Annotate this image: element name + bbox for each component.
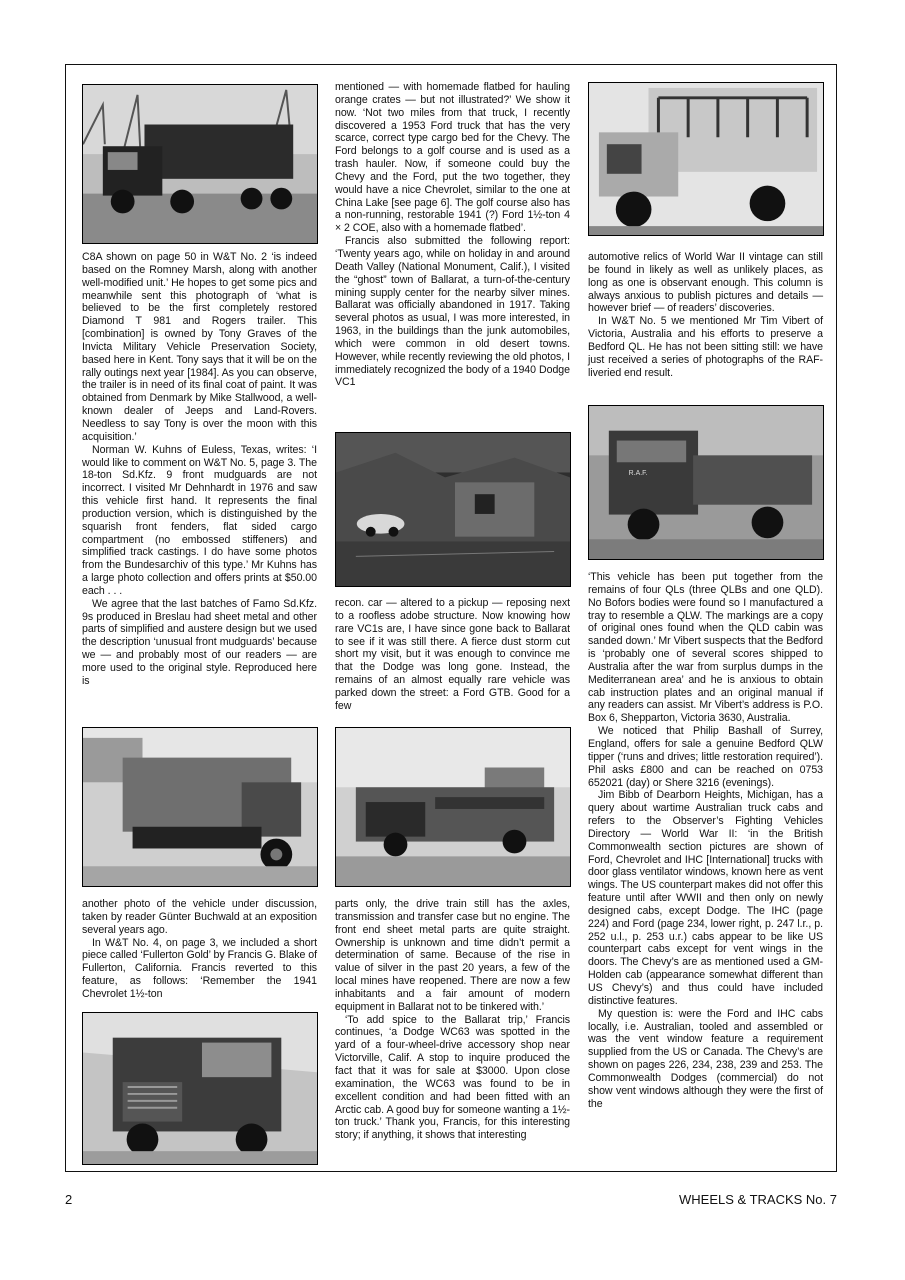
col1-para-4: another photo of the vehicle under discussion, taken by reader Günter Buchwald at an exposition several years ago. xyxy=(82,898,317,936)
col1-para-5: In W&T No. 4, on page 3, we included a short piece called ‘Fullerton Gold’ by Francis G. Blake of Fullerton, California. Francis reverted to this feature, as follows: ‘Remember the 1941 Chevrolet 1½-ton xyxy=(82,936,317,1000)
col3-para-5: Jim Bibb of Dearborn Heights, Michigan, has a query about wartime Australian truck cabs and refers to the Observer’s Fighting Vehicles Directory — World War II: ‘in the British Commonwealth section pictures are shown of Ford, Chevrolet and IHC [International] trucks with door glass ventilator windows, known here as vent wings. The US counterpart makes did not offer this feature until after WWII and then only on newly designed cabs, except Dodge. The IHC (page 224) and Ford (page 234, lower right, p. 247 l.r., p. 252 u.l., p. 253 u.r.) cabs appear to be like US counterpart cabs except for vent wings in the doors. The Chevy’s are as mentioned used a GM-Holden cab (appearance somewhat different than US Chevy’s) and thus could have included distinctive features. xyxy=(588,789,824,1007)
col2-para-3: recon. car — altered to a pickup — reposing next to a roofless adobe structure. Now knowing how rare VC1s are, I have since gone back to Ballarat to see if it was still there. A fierce dust storm cut short my visit, but it was enough to convince me that the Dodge was long gone. Instead, the remains of an almost equally rare vehicle was parked down the street: a Ford GTB. Good for a few xyxy=(335,597,570,712)
col2-para-5: ‘To add spice to the Ballarat trip,’ Francis continues, ‘a Dodge WC63 was spotted in the yard of a four-wheel-drive accessory shop near Victorville, Calif. A stop to inquire produced the fact that it was for sale at $3000. Upon close examination, the WC63 was found to be in excellent condition and had been fitted with an Arctic cab. A good buy for someone wanting a 1½-ton truck.’ Thank you, Francis, for this interesting story; if anything, it shows that interesting xyxy=(335,1013,570,1142)
magazine-footer: WHEELS & TRACKS No. 7 xyxy=(679,1192,837,1207)
col2-para-2: Francis also submitted the following report: ‘Twenty years ago, while on holiday in and around Death Valley (National Monument, Calif.), I visited the “ghost” town of Ballarat, a turn-of-the-century mining supply center for the nearby silver mines. Ballarat was officially abandoned in 1917. Taking several photos as usual, I was more interested, in 1963, in the buildings than the junk automobiles, which were common in old desert towns. However, while recently reviewing the old photos, I immediately recognized the body of a 1940 Dodge VC1 xyxy=(335,235,570,389)
column-2 xyxy=(335,81,570,389)
col3-para-4: We noticed that Philip Bashall of Surrey, England, offers for sale a genuine Bedford QLW tipper (‘runs and drives; little restoration required’). Phil asks £800 and can be reached on 0753 652021 (day) or Shere 3216 (evenings). xyxy=(588,725,823,789)
svg-text:R.A.F.: R.A.F. xyxy=(628,470,648,478)
photo-diamond-t-trailer xyxy=(82,84,318,244)
column-2-middle xyxy=(335,597,570,713)
column-1 xyxy=(82,251,317,688)
col2-para-1: mentioned — with homemade flatbed for hauling orange crates — but not illustrated?’ We show it now. ‘Not two miles from that truck, I recently discovered a 1953 Ford truck that has the very scarce, correct type cargo bed for the Chevy. The Ford belongs to a golf course and is used as a trash hauler. Now, if someone could buy the Chevy and the Ford, put the two together, they would have a nice Chevrolet, similar to the one at China Lake [see page 6]. The golf course also has a non-running, restorable 1941 (?) Ford 1½-ton 4 × 2 COE, also with a homemade flatbed’. xyxy=(335,81,570,235)
photo-ballarat-ruin xyxy=(335,432,571,587)
column-3 xyxy=(588,251,823,379)
col1-para-2: Norman W. Kuhns of Euless, Texas, writes: ‘I would like to comment on W&T No. 5, page 3. The 18-ton Sd.Kfz. 9 front mudguards are not incorrect. I visited Mr Dehnhardt in 1976 and saw this vehicle first hand. It represents the final production version, which is distinguished by the squarish front fenders, flat sided cargo compartment (no embossed stiffeners) and simplified track castings. I do have some photos from the Bundesarchiv of this type.’ Mr Kuhns has a large photo collection and offers prints at $50.00 each . . . xyxy=(82,443,317,597)
photo-dodge-wc63 xyxy=(588,82,824,236)
column-3-continued xyxy=(588,571,823,1110)
col3-para-6: My question is: were the Ford and IHC cabs locally, i.e. Australian, tooled and assembled or was the vent window feature a requirement supplied from the US or Canada. The Chevy’s are shown on pages 226, 234, 238, 239 and 253. The Commonwealth Dodges (commercial) do not show vent windows although they were the first of the xyxy=(588,1007,823,1110)
photo-bedford-ql xyxy=(588,405,824,560)
col3-para-3: ‘This vehicle has been put together from the remains of four QLs (three QLBs and one QLD). No Bofors bodies were found so I manufactured a tray to resemble a QLW. The markings are a copy of original ones found when the QLD cabin was sanded down.’ Mr Vibert suspects that the Bedford is ‘probably one of several scores shipped to Australia after the war from surplus dumps in the Mediterranean area’ and he is anxious to obtain cab instruction plates and an original manual if any readers can assist. Mr Vibert’s address is P.O. Box 6, Shepparton, Victoria 3630, Australia. xyxy=(588,571,823,725)
photo-famo-halftrack xyxy=(82,727,318,887)
col3-para-2: In W&T No. 5 we mentioned Mr Tim Vibert of Victoria, Australia and his efforts to preserve a Bedford QL. He has not been sitting still: we have just received a series of photographs of the RAF-liveried end result. xyxy=(588,315,823,379)
photo-ford-gtb xyxy=(335,727,571,887)
col1-para-1: C8A shown on page 50 in W&T No. 2 ‘is indeed based on the Romney Marsh, along with another well-modified unit.’ He hopes to get some pics and meanwhile sent this photograph of ‘what is believed to be the first completely restored Diamond T 981 and Rogers trailer. This [combination] is owned by Tony Graves of the Invicta Military Vehicle Preservation Society, based here in Kent. Tony says that it will be on the rally outings next year [1984]. As you can observe, the trailer is in need of its final coat of paint. It was obtained from Denmark by Mike Stallwood, a well-known dealer of Jeeps and Land-Rovers. Needless to say Tony is over the moon with this acquisition.’ xyxy=(82,251,317,443)
column-2-continued xyxy=(335,898,570,1142)
column-1-continued xyxy=(82,898,317,1001)
photo-chevrolet-truck xyxy=(82,1012,318,1165)
col2-para-4: parts only, the drive train still has the axles, transmission and transfer case but no engine. The front end sheet metal parts are quite straight. Ownership is unknown and time didn’t permit a determination of same. Because of the rise in value of silver in the past 20 years, a few of the local mines have reopened. There are now a few inhabitants and a fair amount of modern equipment in Ballarat not to be tinkered with.’ xyxy=(335,898,570,1013)
page-number: 2 xyxy=(65,1192,73,1207)
col1-para-3: We agree that the last batches of Famo Sd.Kfz. 9s produced in Breslau had sheet metal and other parts of simplified and austere design but we used the description ‘unusual front mudguards’ because we — and probably most of our readers — are more used to the original style. Reproduced here is xyxy=(82,597,317,687)
col3-para-1: automotive relics of World War II vintage can still be found in likely as well as unlikely places, as long as one is observant enough. This column is always anxious to publish pictures and details — however brief — of readers’ discoveries. xyxy=(588,251,823,315)
